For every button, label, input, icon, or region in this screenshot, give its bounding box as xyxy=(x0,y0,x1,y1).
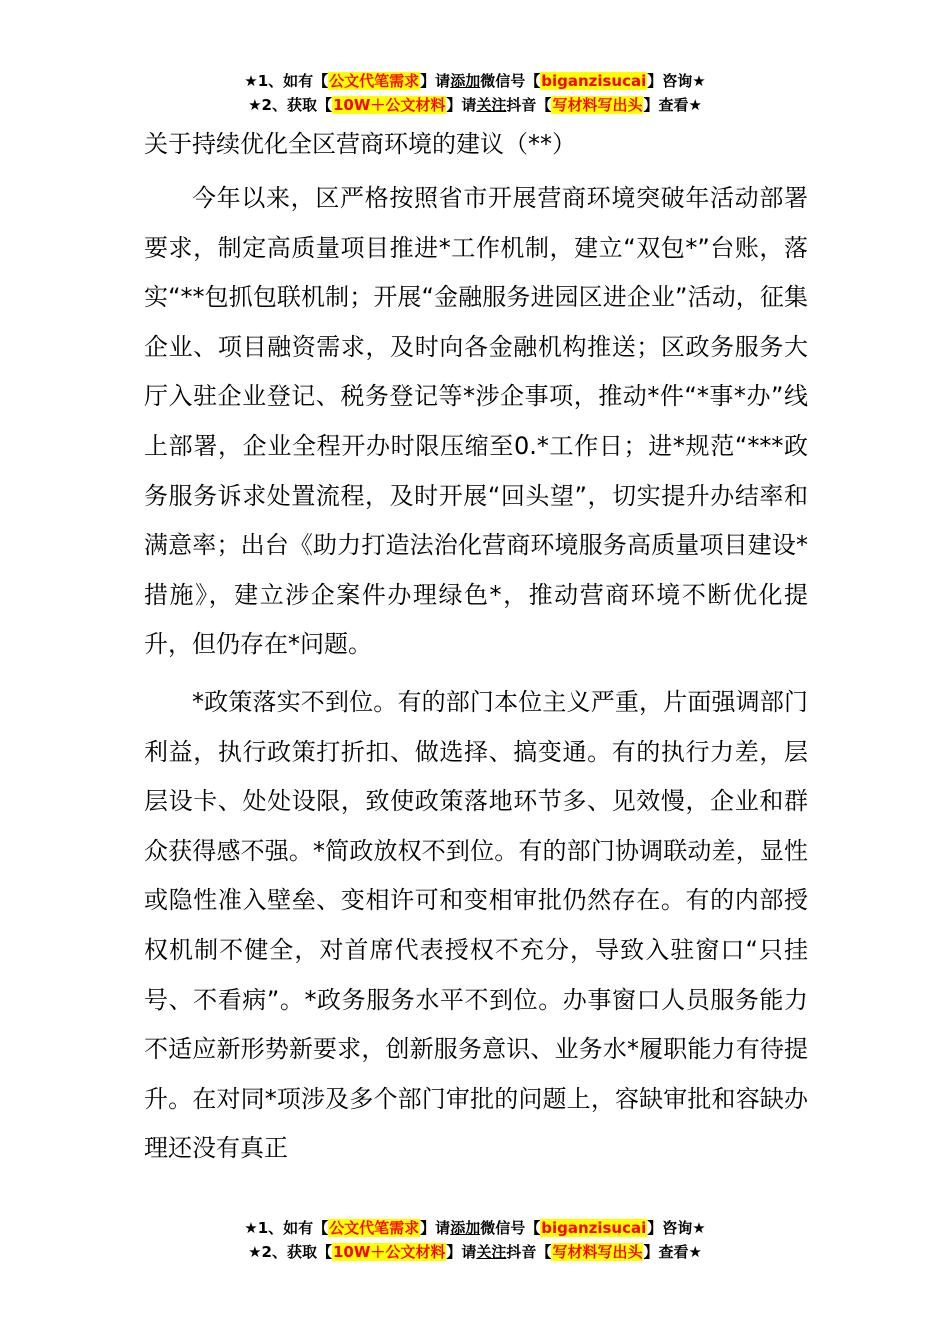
document-body xyxy=(144,126,808,1174)
document-title: 关于持续优化全区营商环境的建议（**） xyxy=(144,130,576,158)
promo-douyin-id: 写材料写出头 xyxy=(552,96,643,114)
promo-highlight: 公文代笔需求 xyxy=(329,72,420,90)
promo-highlight: 10W＋公文材料 xyxy=(332,1243,446,1261)
paragraph: *政策落实不到位。有的部门本位主义严重，片面强调部门利益，执行政策打折扣、做选择、搞变通。有的执行力差，层层设卡、处处设限，致使政策落地环节多、见效慢，企业和群众获得感不强。*简政放权不到位。有的部门协调联动差，显性或隐性准入壁垒、变相许可和变相审批仍然存在。有的内部授权机制不健全，对首席代表授权不充分，导致入驻窗口“只挂号、不看病”。*政务服务水平不到位。办事窗口人员服务能力不适应新形势新要求，创新服务意识、业务水*履职能力有待提升。在对同*项涉及多个部门审批的问题上，容缺审批和容缺办理还没有真正 xyxy=(144,687,808,1163)
header-promo-banner xyxy=(0,69,950,117)
promo-line-1: ★1、如有【公文代笔需求】请添加微信号【biganzisucai】咨询★ xyxy=(244,1219,706,1237)
promo-highlight: 10W＋公文材料 xyxy=(332,96,446,114)
promo-line-1: ★1、如有【公文代笔需求】请添加微信号【biganzisucai】咨询★ xyxy=(244,72,706,90)
promo-douyin-id: 写材料写出头 xyxy=(552,1243,643,1261)
promo-highlight: 公文代笔需求 xyxy=(329,1219,420,1237)
promo-line-2: ★2、获取【10W＋公文材料】请关注抖音【写材料写出头】查看★ xyxy=(248,96,702,114)
promo-wechat-id: biganzisucai xyxy=(541,1219,647,1237)
footer-promo-banner xyxy=(0,1216,950,1264)
paragraph: 今年以来，区严格按照省市开展营商环境突破年活动部署要求，制定高质量项目推进*工作机制，建立“双包*”台账，落实“**包抓包联机制；开展“金融服务进园区进企业”活动，征集企业、项目融资需求，及时向各金融机构推送；区政务服务大厅入驻企业登记、税务登记等*涉企事项，推动*件“*事*办”线上部署，企业全程开办时限压缩至0.*工作日；进*规范“***政务服务诉求处置流程，及时开展“回头望”，切实提升办结率和满意率；出台《助力打造法治化营商环境服务高质量项目建设*措施》，建立涉企案件办理绿色*，推动营商环境不断优化提升，但仍存在*问题。 xyxy=(144,184,808,659)
promo-wechat-id: biganzisucai xyxy=(541,72,647,90)
promo-line-2: ★2、获取【10W＋公文材料】请关注抖音【写材料写出头】查看★ xyxy=(248,1243,702,1261)
